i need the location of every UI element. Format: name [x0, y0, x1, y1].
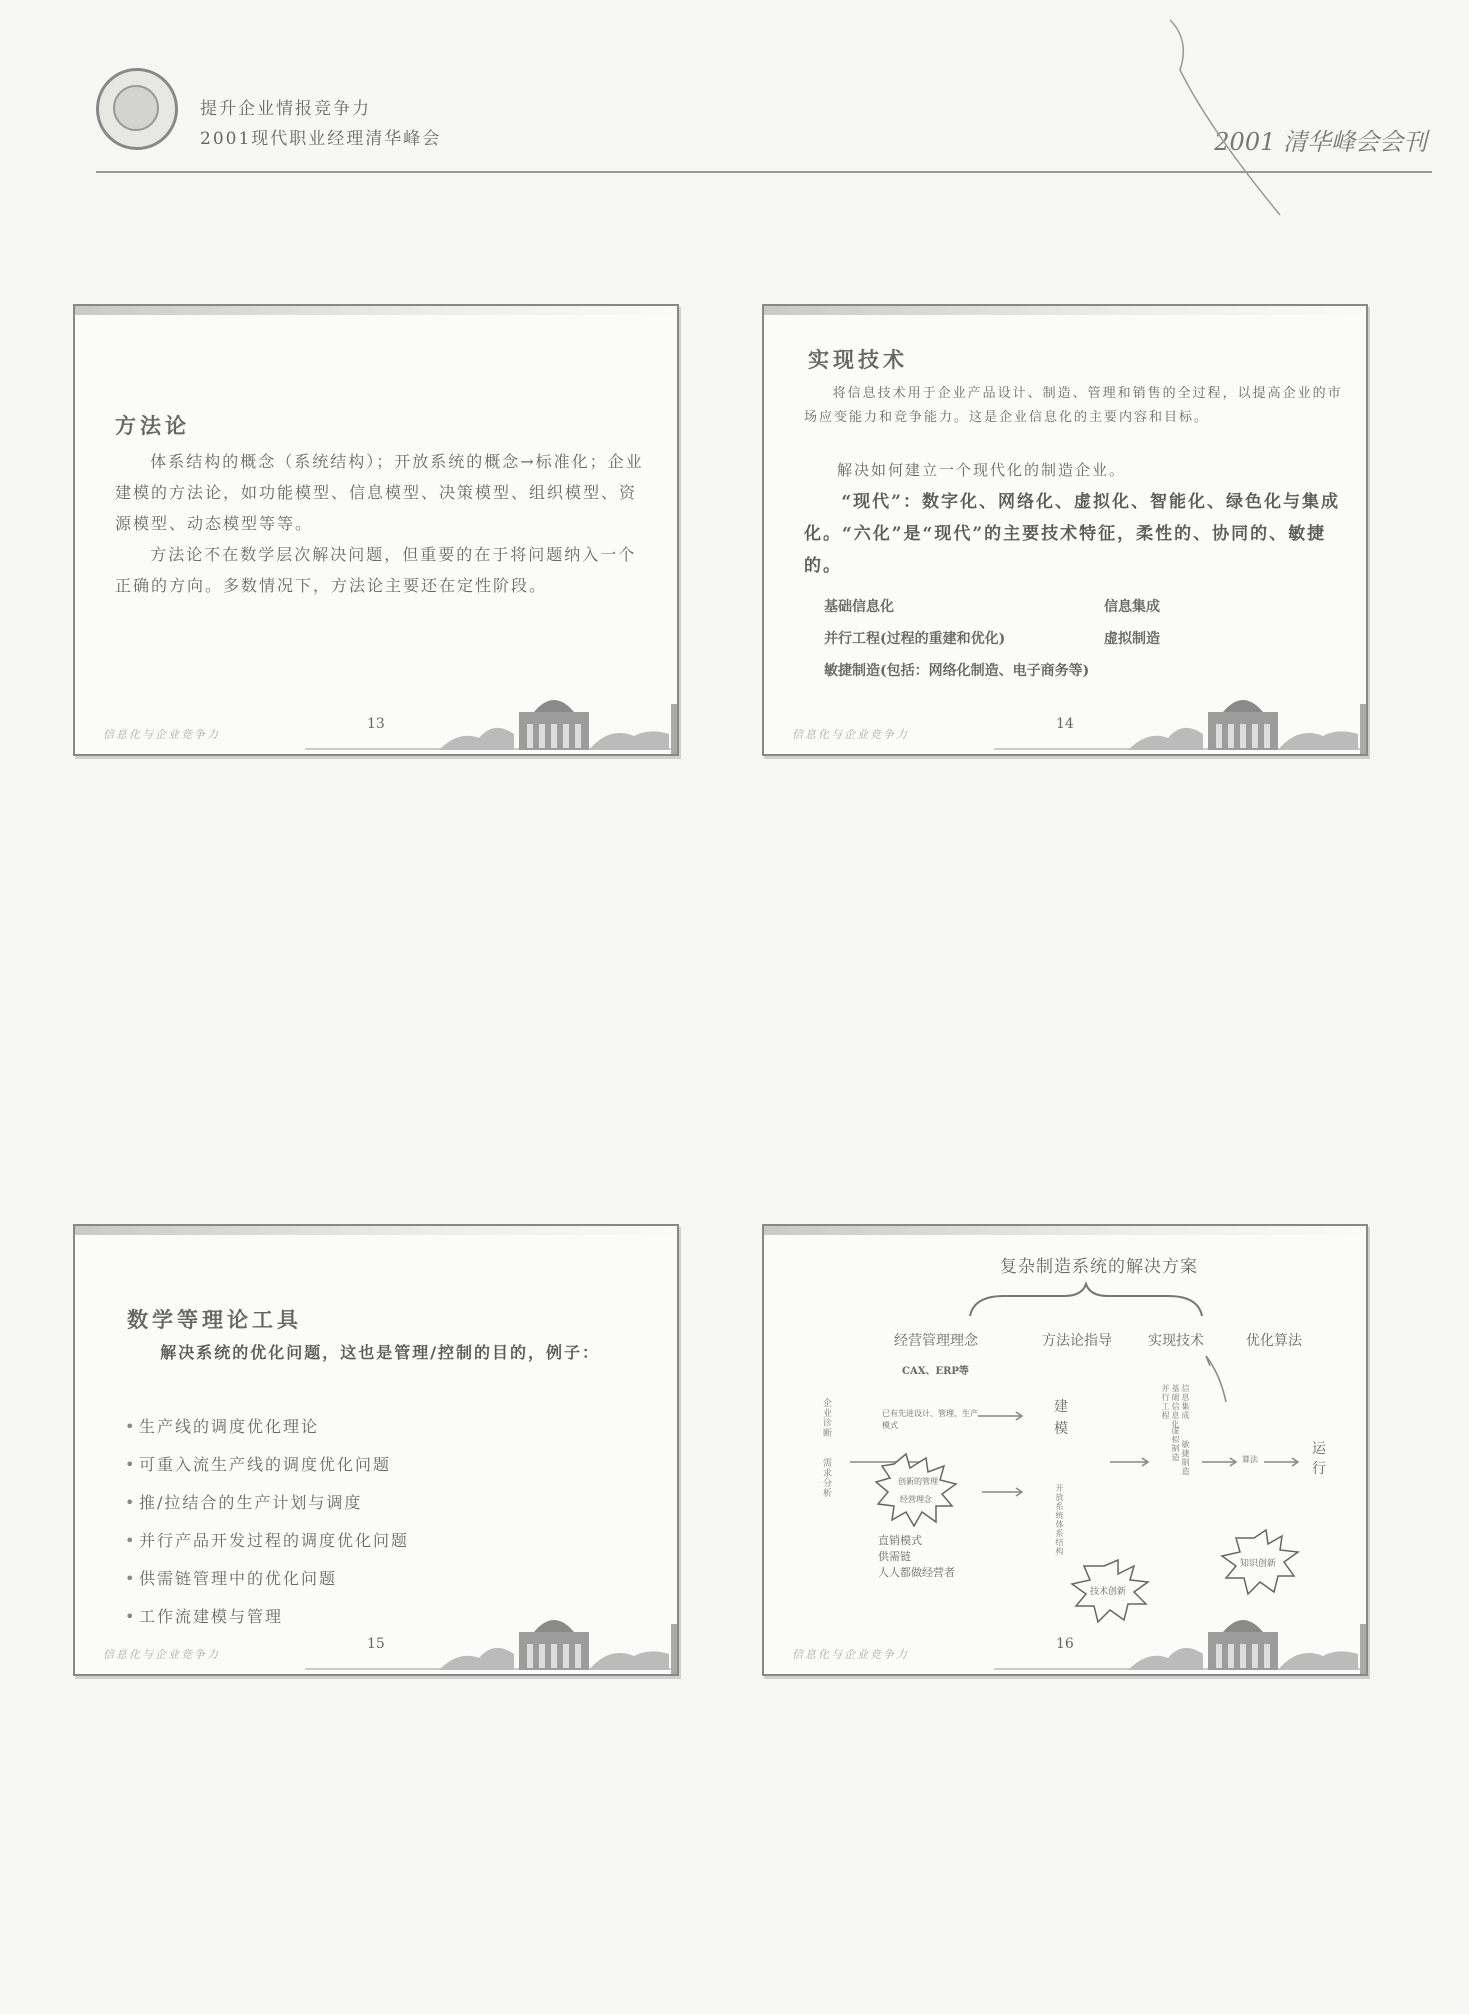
list-item-text: 并行产品开发过程的调度优化问题 — [139, 1531, 410, 1550]
slide-title: 方法论 — [115, 413, 190, 438]
slide-side-bar — [671, 704, 677, 754]
slide-side-bar — [1360, 704, 1366, 754]
paragraph: 解决系统的优化问题，这也是管理/控制的目的，例子： — [160, 1343, 601, 1362]
slide-side-bar — [1360, 1624, 1366, 1674]
building-icon — [1128, 690, 1358, 750]
slide-title: 数学等理论工具 — [127, 1307, 302, 1332]
mode-item: 供需链 — [878, 1550, 911, 1563]
slide-footer: 信息化与企业竞争力 — [103, 1648, 220, 1661]
burst-knowledge-innovation: 知识创新 — [1240, 1559, 1277, 1569]
building-icon — [439, 690, 669, 750]
tech-column: 虚拟制造 — [1171, 1426, 1180, 1462]
paragraph: 解决如何建立一个现代化的制造企业。 — [837, 461, 1127, 479]
slide-top-strip — [75, 1226, 677, 1235]
bullet-icon: • — [125, 1455, 137, 1474]
burst-tech-innovation: 技术创新 — [1090, 1587, 1127, 1597]
list-item — [125, 1560, 409, 1598]
slide-body — [804, 382, 1344, 430]
slide-13 — [73, 304, 679, 756]
category-label: 经营管理理念 — [894, 1333, 978, 1349]
slide-top-strip — [75, 306, 677, 315]
list-item — [125, 1408, 409, 1446]
tech-column: 基础信息化 — [1171, 1384, 1180, 1429]
run-label: 运 — [1312, 1441, 1326, 1457]
burst-innovation-text: 经营理念 — [900, 1495, 932, 1504]
category-label: 方法论指导 — [1042, 1333, 1112, 1349]
bullet-icon: • — [125, 1493, 137, 1512]
burst-innovation-text: 创新的管理 — [898, 1477, 938, 1486]
modeling-label: 建 — [1054, 1399, 1068, 1415]
slide-body-2 — [804, 456, 1344, 484]
slide-intro — [125, 1338, 655, 1368]
list-item — [125, 1484, 409, 1522]
list-item-text: 供需链管理中的优化问题 — [139, 1569, 338, 1588]
slide-footer: 信息化与企业竞争力 — [792, 728, 909, 741]
tech-item: 敏捷制造(包括：网络化制造、电子商务等) — [824, 663, 1090, 679]
page-number: 14 — [1056, 716, 1074, 732]
paragraph: 方法论不在数学层次解决问题，但重要的在于将问题纳入一个正确的方向。多数情况下，方法论主要还在定性阶段。 — [115, 545, 637, 595]
tech-column: 并行工程 — [1161, 1384, 1170, 1420]
paragraph: 体系结构的概念（系统结构）；开放系统的概念→标准化；企业建模的方法论，如功能模型、信息模型、决策模型、组织模型、资源模型、动态模型等等。 — [115, 452, 644, 533]
list-item — [125, 1446, 409, 1484]
slide-body — [115, 446, 645, 601]
building-icon — [1128, 1610, 1358, 1670]
decorative-curve — [1150, 10, 1290, 220]
mode-item: 人人都做经营者 — [878, 1566, 955, 1579]
modeling-label: 模 — [1054, 1421, 1068, 1437]
mode-item: 直销模式 — [878, 1534, 922, 1547]
open-system-label: 开放系统体系结构 — [1055, 1484, 1064, 1556]
tech-item: 并行工程(过程的重建和优化) — [824, 631, 1006, 647]
header-title: 提升企业情报竞争力 — [200, 99, 371, 119]
tech-item: 信息集成 — [1104, 599, 1160, 615]
bullet-icon: • — [125, 1417, 137, 1436]
paragraph: 将信息技术用于企业产品设计、制造、管理和销售的全过程，以提高企业的市场应变能力和竞争能力。这是企业信息化的主要内容和目标。 — [804, 386, 1343, 425]
tech-column: 信息集成 — [1181, 1384, 1190, 1420]
diagram-lines — [764, 1226, 1366, 1674]
slide-top-strip — [764, 306, 1366, 315]
run-label: 行 — [1312, 1461, 1326, 1477]
paragraph: “现代”：数字化、网络化、虚拟化、智能化、绿色化与集成化。“六化”是“现代”的主要技术特征，柔性的、协同的、敏捷的。 — [804, 492, 1340, 576]
slide-16 — [762, 1224, 1368, 1676]
slide-title: 实现技术 — [808, 347, 908, 372]
slide-body-3 — [804, 486, 1344, 582]
requirements-label: 需求分析 — [821, 1458, 831, 1498]
page-number: 15 — [367, 1636, 385, 1652]
tech-column: 敏捷制造 — [1181, 1440, 1190, 1476]
diagnosis-label: 企业诊断 — [821, 1398, 831, 1438]
slide-footer: 信息化与企业竞争力 — [103, 728, 220, 741]
category-label: 优化算法 — [1246, 1333, 1302, 1349]
header-publication: 2001 清华峰会会刊 — [1214, 128, 1427, 156]
algorithm-label: 算法 — [1242, 1455, 1258, 1464]
bullet-icon: • — [125, 1569, 137, 1588]
slide-footer: 信息化与企业竞争力 — [792, 1648, 909, 1661]
diagram-title: 复杂制造系统的解决方案 — [1000, 1257, 1198, 1277]
list-item — [125, 1598, 409, 1636]
page-number: 13 — [367, 716, 385, 732]
list-item-text: 推/拉结合的生产计划与调度 — [139, 1493, 363, 1512]
slide-14 — [762, 304, 1368, 756]
list-item-text: 工作流建模与管理 — [139, 1607, 284, 1626]
page-number: 16 — [1056, 1636, 1074, 1652]
bullet-icon: • — [125, 1607, 137, 1626]
list-item-text: 可重入流生产线的调度优化问题 — [139, 1455, 392, 1474]
cax-label: CAX、ERP等 — [902, 1366, 969, 1377]
category-label: 实现技术 — [1148, 1333, 1204, 1349]
bullet-list — [125, 1408, 409, 1636]
tech-item: 虚拟制造 — [1104, 631, 1160, 647]
tech-item: 基础信息化 — [824, 599, 894, 615]
list-item-text: 生产线的调度优化理论 — [139, 1417, 320, 1436]
building-icon — [439, 1610, 669, 1670]
slide-side-bar — [671, 1624, 677, 1674]
existing-modes-box: 已有先进设计、管理、生产模式 — [882, 1409, 978, 1430]
slide-15 — [73, 1224, 679, 1676]
header-subtitle: 2001现代职业经理清华峰会 — [200, 129, 442, 149]
university-seal — [96, 68, 178, 150]
list-item — [125, 1522, 409, 1560]
bullet-icon: • — [125, 1531, 137, 1550]
